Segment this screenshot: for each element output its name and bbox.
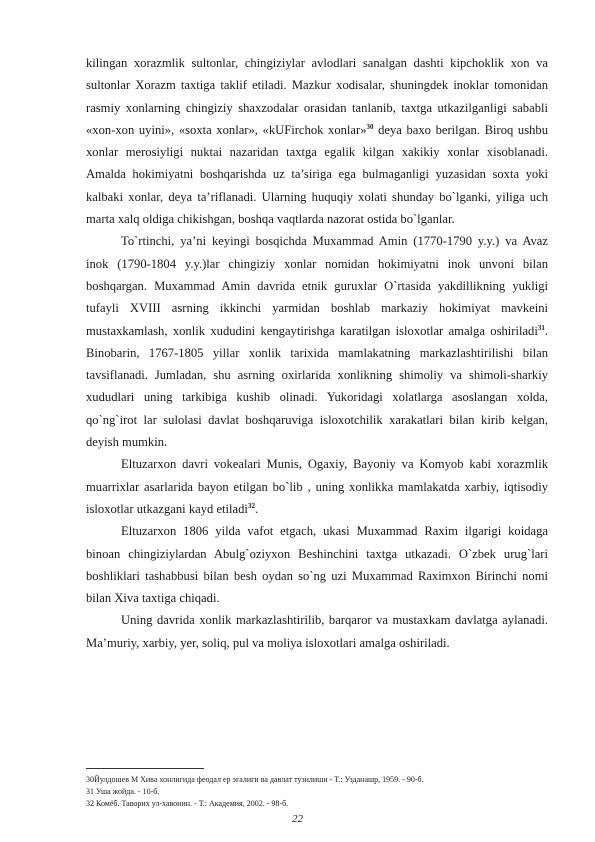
footnote-32: 32 Комёб. Таворих ул-хавоиин. - Т.: Академия, 2002. - 98-б.	[86, 799, 289, 809]
footnote-30: 30Йулдошев М Хива хонлигида феодал ер эгалиги ва давлат тузилиши - Т.: Узданашр, 1959. - 90-б.	[86, 775, 424, 784]
paragraph-1-text: kilingan xorazmlik sultonlar, chingiziylar avlodlari sanalgan dashti kipchoklik xon va sultonlar Xorazm taxtiga taklif etiladi. Mazkur xodisalar, shuningdek inoklar tomonidan rasmiy xonlarning chingiziy shaxzodalar orasidan tanlanib, taxtga utkazilganligi sababli «xon-xon uyini», «soxta xonlar», «kUFirchok xonlar»	[86, 56, 548, 137]
footnotes	[86, 774, 548, 811]
paragraph-5: Uning davrida xonlik markazlashtirilib, barqaror va mustaxkam davlatga aylanadi. Ma’muriy, xarbiy, yer, soliq, pul va moliya isloxotlari amalga oshiriladi.	[86, 613, 548, 650]
paragraph-4: Eltuzarxon 1806 yilda vafot etgach, ukasi Muxammad Raxim ilgarigi koidaga binoan chingiziylardan Abulg`oziyxon Beshinchini taxtga utkazadi. O`zbek urug`lari boshliklari tashabbusi bilan besh oydan so`ng uzi Muxammad Raximxon Birinchi nomi bilan Xiva taxtiga chiqadi.	[86, 524, 548, 606]
footnote-31: 31 Уша жойда. - 10-б.	[86, 787, 160, 797]
footnote-ref-32: 32	[247, 501, 255, 510]
footnote-divider	[86, 768, 204, 769]
paragraph-2-text: To`rtinchi, ya’ni keyingi bosqichda Muxammad Amin (1770-1790 y.y.) va Avaz inok (1790-1804 y.y.)lar chingiziy xonlar nomidan hokimiyatni inok unvoni bilan boshqargan. Muxammad Amin davrida etnik guruxlar O`rtasida yakdillikning yukligi tufayli XVIII asrning ikkinchi yarmidan boshlab markaziy hokimiyat mavkeini mustaxkamlash, xonlik xududini kengaytirishga karatilgan isloxotlar amalga oshiriladi	[86, 234, 548, 338]
paragraph-1	[86, 52, 548, 230]
paragraph-1-tail: deya baxo berilgan. Biroq ushbu xonlar merosiyligi nuktai nazaridan taxtga egalik kilgan xakikiy xonlar xisoblanadi. Amalda hokimiyatni boshqarishda uz ta’siriga ega bulmaganligi yuzasidan soxta yoki kalbaki xonlar, deya ta’riflanadi. Ularning huquqiy xolati shunday bo`lganki, yiliga uch marta xalq oldiga chikishgan, boshqa vaqtlarda nazorat ostida bo`lganlar.	[86, 122, 548, 227]
paragraph-3-text: Eltuzarxon davri vokealari Munis, Ogaxiy, Bayoniy va Komyob kabi xorazmlik muarrixlar asarlarida bayon etilgan bo`lib , uning xonlikka mamlakatda xarbiy, iqtisodiy isloxotlar utkazgani kayd etiladi	[86, 457, 548, 516]
paragraph-3-tail: .	[254, 501, 259, 516]
paragraph-2	[86, 230, 548, 453]
paragraph-2-tail: . Binobarin, 1767-1805 yillar xonlik tarixida mamlakatning markazlashtirilishi bilan tavsiflanadi. Jumladan, shu asrning oxirlarida xonlikning shimoliy va shimoli-sharkiy xududlari uning tarkibiga kushib olinadi. Yukoridagi xolatlarga asoslangan xolda, qo`ng`irot lar sulolasi davlat boshqaruviga isloxotchilik xarakatlari bilan kirib kelgan, deyish mumkin.	[86, 323, 548, 450]
footnote-ref-31: 31	[537, 323, 545, 332]
page-number: 22	[292, 813, 303, 825]
footnote-ref-30: 30	[366, 122, 374, 131]
paragraph-3	[86, 453, 548, 520]
document-body	[86, 52, 548, 654]
